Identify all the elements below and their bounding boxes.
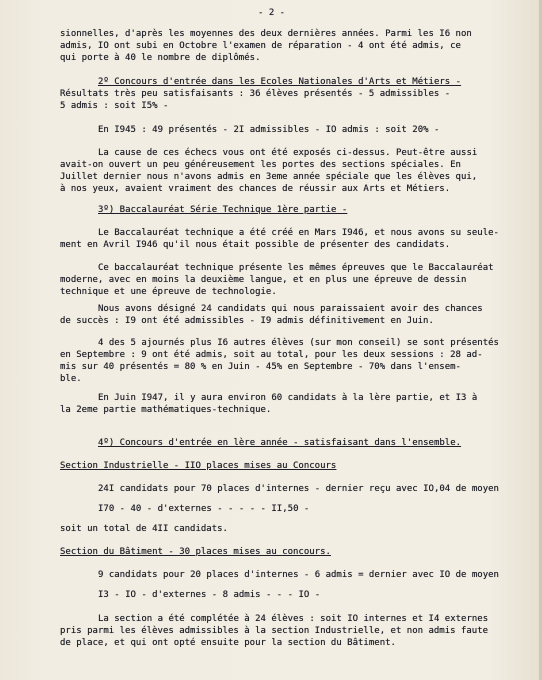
text-line: de place, et qui ont opté ensuite pour la section du Bâtiment. bbox=[60, 638, 396, 648]
section-heading: 2º Concours d'entrée dans les Ecoles Nationales d'Arts et Métiers - bbox=[98, 77, 462, 87]
page-number: - 2 - bbox=[258, 8, 286, 18]
text-line: en Septembre : 9 ont été admis, soit au total, pour les deux sessions : 28 ad- bbox=[60, 350, 483, 360]
text-line: En I945 : 49 présentés - 2I admissibles - IO admis : soit 20% - bbox=[98, 125, 440, 135]
subsection-heading: Section Industrielle - IIO places mises au Concours bbox=[60, 461, 337, 471]
text-line: 9 candidats pour 20 places d'internes - 6 admis = dernier avec IO de moyen bbox=[98, 570, 499, 580]
section-heading: 3º) Baccalauréat Série Technique 1ère partie - bbox=[98, 205, 348, 215]
text-line: moderne, avec en moins la deuxième langue, et en plus une épreuve de dessin bbox=[60, 275, 467, 285]
text-line: I70 - 40 - d'externes - - - - - II,50 - bbox=[98, 504, 310, 514]
text-line: mis sur 40 présentés = 80 % en Juin - 45% en Septembre - 70% dans l'ensem- bbox=[60, 362, 461, 372]
section-heading: 4º) Concours d'entrée en lère année - satisfaisant dans l'ensemble. bbox=[98, 438, 462, 448]
text-line: Juillet dernier nous n'avons admis en 3eme année spéciale que les élèves qui, bbox=[60, 172, 478, 182]
text-line: de succès : I9 ont été admissibles - I9 admis définitivement en Juin. bbox=[60, 316, 434, 326]
text-line: la 2eme partie mathématiques-technique. bbox=[60, 405, 272, 415]
text-line: ment en Avril I946 qu'il nous était possible de présenter des candidats. bbox=[60, 240, 451, 250]
text-line: 4 des 5 ajournés plus I6 autres élèves (sur mon conseil) se sont présentés bbox=[98, 338, 499, 348]
text-line: admis, IO ont subi en Octobre l'examen de réparation - 4 ont été admis, ce bbox=[60, 41, 461, 51]
text-line: qui porte à 40 le nombre de diplômés. bbox=[60, 53, 261, 63]
text-line: I3 - IO - d'externes - 8 admis - - - IO - bbox=[98, 590, 321, 600]
text-line: 5 admis : soit I5% - bbox=[60, 101, 169, 111]
text-line: 24I candidats pour 70 places d'internes - dernier reçu avec IO,04 de moyen bbox=[98, 484, 499, 494]
text-line: pris parmi les élèves admissibles à la section Industrielle, et non admis faute bbox=[60, 626, 489, 636]
text-line: technique et une épreuve de technologie. bbox=[60, 287, 277, 297]
text-line: Nous avons désigné 24 candidats qui nous paraissaient avoir des chances bbox=[98, 304, 483, 314]
text-line: La cause de ces échecs vous ont été exposés ci-dessus. Peut-être aussi bbox=[98, 148, 478, 158]
subsection-heading: Section du Bâtiment - 30 places mises au concours. bbox=[60, 547, 331, 557]
text-line: En Juin I947, il y aura environ 60 candidats à la lère partie, et I3 à bbox=[98, 393, 478, 403]
text-line: à nos yeux, avaient vraiment des chances de réussir aux Arts et Métiers. bbox=[60, 184, 451, 194]
text-line: soit un total de 4II candidats. bbox=[60, 524, 228, 534]
text-line: Le Baccalauréat technique a été créé en Mars I946, et nous avons su seule- bbox=[98, 228, 499, 238]
text-line: avait-on ouvert un peu généreusement les portes des sections spéciales. En bbox=[60, 160, 461, 170]
text-line: ble. bbox=[60, 374, 82, 384]
text-line: La section a été complétée à 24 élèves : soit IO internes et I4 externes bbox=[98, 614, 489, 624]
text-line: Ce baccalauréat technique présente les mêmes épreuves que le Baccalauréat bbox=[98, 263, 494, 273]
text-line: sionnelles, d'après les moyennes des deux dernières années. Parmi les I6 non bbox=[60, 29, 472, 39]
text-line: Résultats très peu satisfaisants : 36 élèves présentés - 5 admissibles - bbox=[60, 89, 451, 99]
